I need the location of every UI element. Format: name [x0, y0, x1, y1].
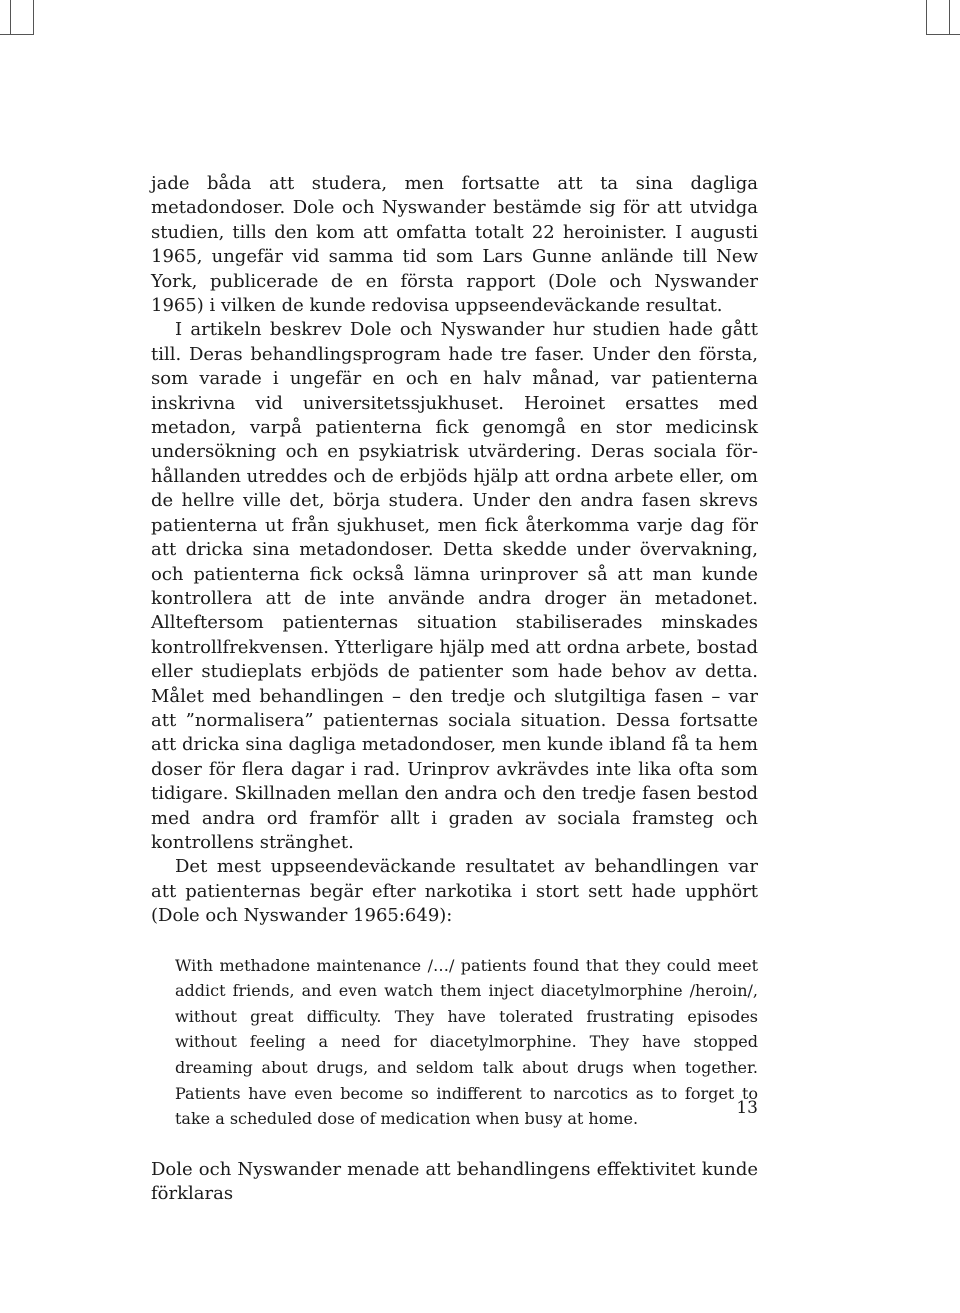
blockquote: With methadone maintenance /…/ patients found that they could meet addict friends, and even watch them inject diacetylmorphine /heroin/, without great difficulty. They have tolerated frustrating episodes without feeling a need for diacetylmorphine. They have stopped dreaming about drugs, and seldom talk about drugs when together. Patients have even become so indifferent to narcotics as to forget to take a scheduled dose of medication when busy at home.	[175, 955, 758, 1129]
crop-mark-top-left-outer	[10, 0, 11, 34]
crop-mark-top-right-inner	[926, 0, 927, 34]
page-body	[151, 172, 758, 1207]
crop-mark-top-right-horizontal	[926, 34, 960, 35]
crop-mark-top-left-horizontal	[0, 34, 34, 35]
crop-mark-top-left-inner	[33, 0, 34, 34]
closing-paragraph: Dole och Nyswander menade att behandlingens effektivitet kunde förklaras	[151, 1158, 758, 1205]
page-number: 13	[736, 1098, 758, 1118]
paragraph-2: I artikeln beskrev Dole och Nyswander hur studien hade gått till. Deras behandlingsprogram hade tre faser. Under den första, som varade i ungefär en och en halv månad, var patienterna inskrivna vid universitetssjukhuset. Heroinet ersattes med metadon, varpå patienterna fick genomgå en stor medicinsk undersökning och en psykiatrisk utvärdering. Deras sociala förhållanden utreddes och de erbjöds hjälp att ordna arbete eller, om de hellre ville det, börja studera. Under den andra fasen skrevs patienterna ut från sjukhuset, men fick återkomma varje dag för att dricka sina metadondoser. Detta skedde under övervakning, och patienterna fick också lämna urinprover så att man kunde kontrollera att de inte använde andra droger än metadonet. Allteftersom patienternas situation stabiliserades minskades kontrollfrekvensen. Ytterligare hjälp med att ordna arbete, bostad eller studieplats erbjöds de patienter som hade behov av detta. Målet med behandlingen – den tredje och slutgiltiga fasen – var att ”normalisera” patienternas sociala situation. Dessa fortsatte att dricka sina dagliga metadondoser, men kunde ibland få ta hem doser för flera dagar i rad. Urinprov avkrävdes inte lika ofta som tidigare. Skillnaden mellan den andra och den tredje fasen bestod med andra ord framför allt i graden av sociala framsteg och kontrollens stränghet.	[151, 319, 758, 853]
paragraph-1: jade båda att studera, men fortsatte att ta sina dagliga metadondoser. Dole och Nyswander bestämde sig för att utvidga studien, tills den kom att omfatta totalt 22 heroinister. I augusti 1965, ungefär vid samma tid som Lars Gunne anlände till New York, publicerade de en första rapport (Dole och Nyswander 1965) i vilken de kunde redovisa uppseendeväckande resultat.	[151, 173, 758, 317]
paragraph-3: Det mest uppseendeväckande resultatet av behandlingen var att patienternas begär efter narkotika i stort sett hade upphört (Dole och Nyswander 1965:649):	[151, 856, 758, 927]
crop-mark-top-right-outer	[949, 0, 950, 34]
